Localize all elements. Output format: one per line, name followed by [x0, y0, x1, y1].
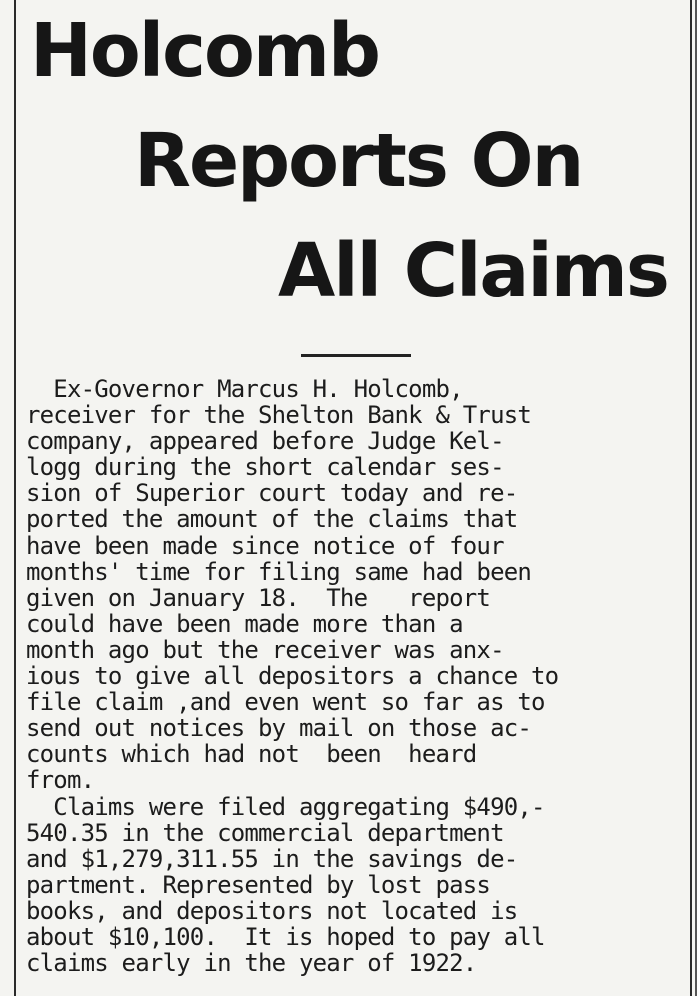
text-line: given on January 18. The report: [26, 584, 491, 611]
text-line: have been made since notice of four: [26, 532, 504, 559]
text-line: ious to give all depositors a chance to: [26, 663, 559, 690]
text-line: from.: [26, 767, 95, 794]
text-line: month ago but the receiver was anx-: [26, 636, 504, 664]
text-line: books, and depositors not located is: [26, 897, 518, 924]
headline-line-2: Reports On: [134, 118, 583, 204]
text-line: sion of Superior court today and re-: [26, 480, 518, 507]
text-line: file claim ,and even went so far as to: [26, 689, 545, 716]
text-line: and $1,279,311.55 in the savings de-: [26, 845, 518, 872]
article-body: [26, 376, 682, 976]
paragraph-1: [26, 376, 682, 794]
text-line: Ex-Governor Marcus H. Holcomb,: [26, 376, 463, 403]
text-line: ported the amount of the claims that: [26, 506, 518, 533]
text-line: months' time for filing same had been: [26, 558, 532, 585]
headline-divider: [301, 354, 411, 357]
headline-line-1: Holcomb: [30, 8, 379, 94]
text-line: receiver for the Shelton Bank & Trust: [26, 402, 532, 429]
text-line: send out notices by mail on those ac-: [26, 715, 532, 742]
headline-line-3: All Claims: [278, 228, 668, 314]
text-line: company, appeared before Judge Kel-: [26, 428, 504, 455]
text-line: about $10,100. It is hoped to pay all: [26, 923, 545, 951]
text-line: Claims were filed aggregating $490,-: [26, 793, 545, 820]
text-line: partment. Represented by lost pass: [26, 871, 491, 898]
paragraph-2: [26, 794, 682, 977]
headline: [0, 0, 697, 340]
text-line: claims early in the year of 1922.: [26, 950, 477, 977]
text-line: 540.35 in the commercial department: [26, 819, 504, 846]
text-line: counts which had not been heard: [26, 741, 477, 768]
text-line: could have been made more than a: [26, 610, 463, 637]
text-line: logg during the short calendar ses-: [26, 454, 504, 481]
